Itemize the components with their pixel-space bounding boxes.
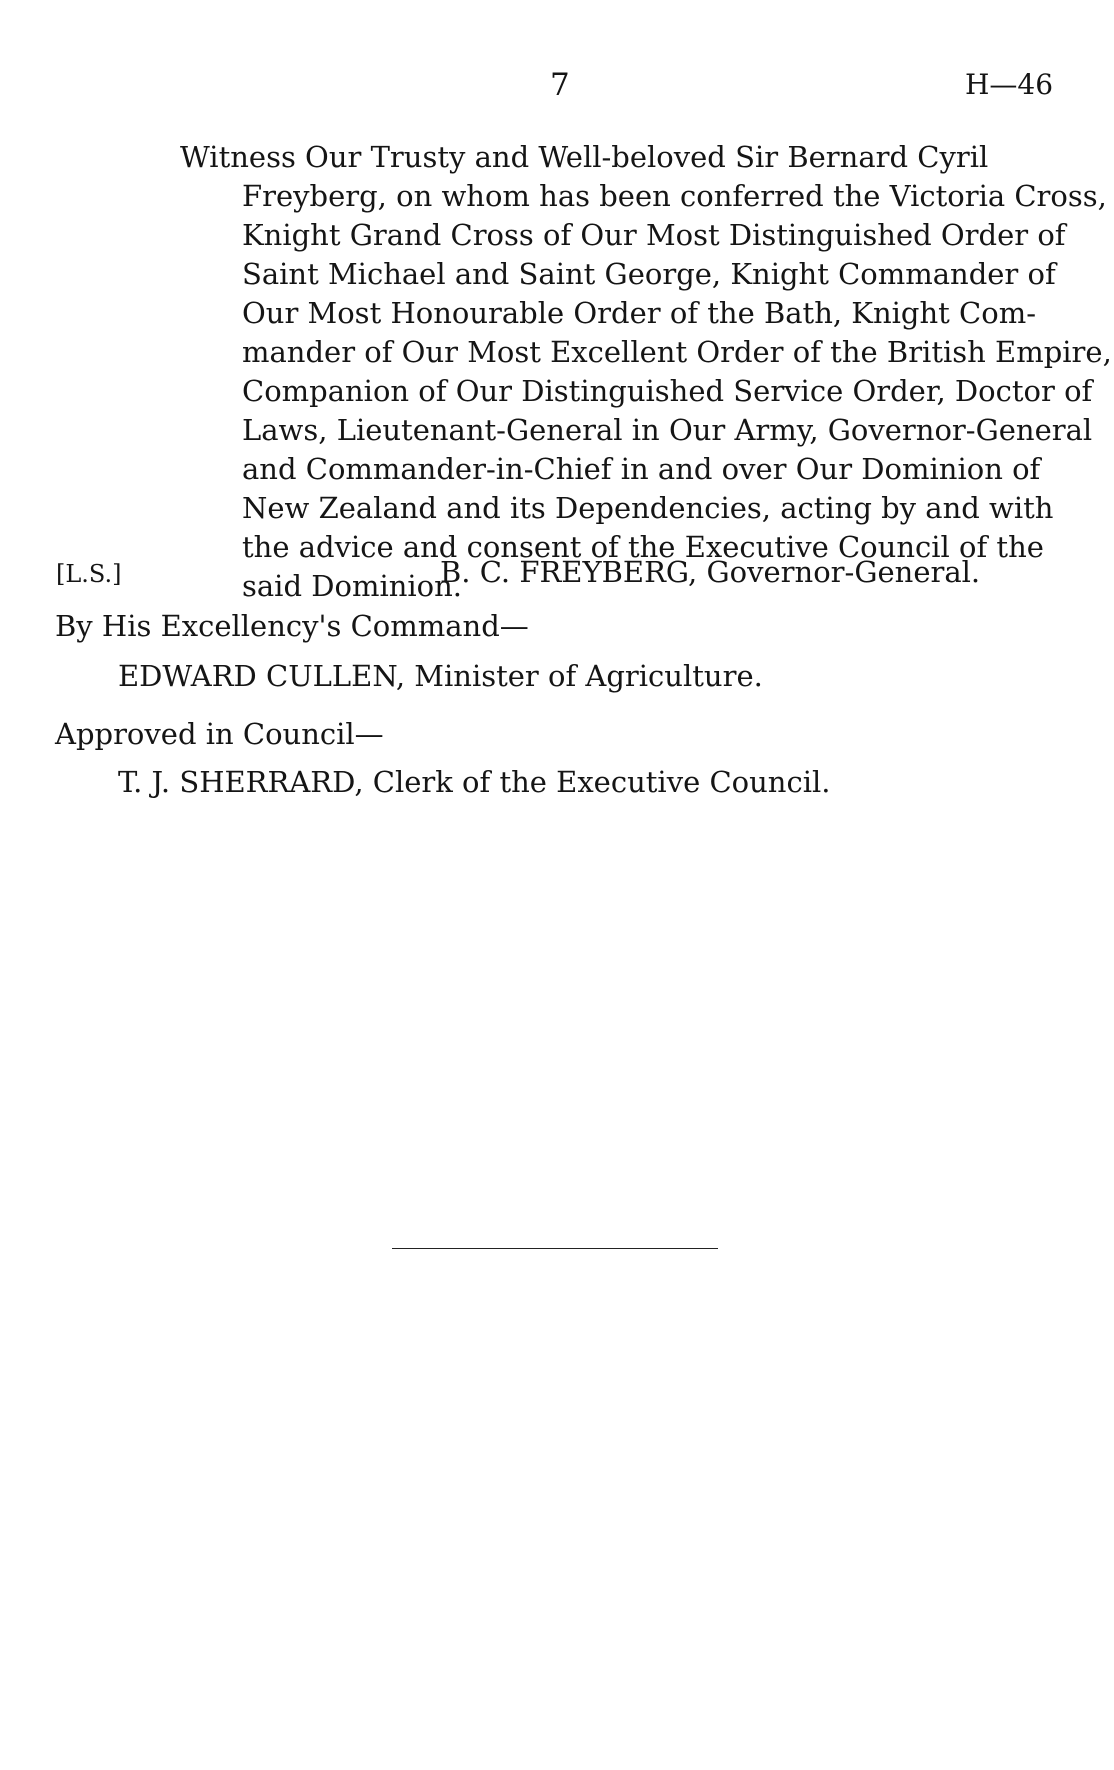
- witness-line: Knight Grand Cross of Our Most Distinguished Order of: [242, 218, 1066, 252]
- witness-line: mander of Our Most Excellent Order of the British Empire,: [242, 335, 1112, 369]
- governor-signature: B. C. FREYBERG, Governor-General.: [440, 555, 981, 589]
- witness-line: Freyberg, on whom has been conferred the Victoria Cross,: [242, 179, 1107, 213]
- page-number: 7: [550, 67, 570, 103]
- witness-line: Witness Our Trusty and Well-beloved Sir Bernard Cyril: [180, 140, 989, 174]
- witness-line: Companion of Our Distinguished Service Order, Doctor of: [242, 374, 1093, 408]
- witness-line: and Commander-in-Chief in and over Our Dominion of: [242, 452, 1041, 486]
- witness-line: Saint Michael and Saint George, Knight Commander of: [242, 257, 1056, 291]
- minister-signature: EDWARD CULLEN, Minister of Agriculture.: [118, 659, 763, 693]
- witness-line: Our Most Honourable Order of the Bath, Knight Com-: [242, 296, 1036, 330]
- witness-line: the advice and consent of the Executive Council of the: [242, 530, 1044, 564]
- approval-line: Approved in Council—: [55, 717, 384, 751]
- command-line: By His Excellency's Command—: [55, 609, 529, 643]
- clerk-signature: T. J. SHERRARD, Clerk of the Executive Council.: [118, 765, 831, 799]
- witness-line: said Dominion.: [242, 569, 463, 603]
- closing-rule: [392, 1248, 718, 1249]
- seal-mark: [L.S.]: [56, 560, 122, 588]
- witness-line: New Zealand and its Dependencies, acting by and with: [242, 491, 1054, 525]
- witness-line: Laws, Lieutenant-General in Our Army, Governor-General: [242, 413, 1093, 447]
- document-reference: H—46: [965, 68, 1054, 101]
- witness-clause: [180, 138, 1112, 606]
